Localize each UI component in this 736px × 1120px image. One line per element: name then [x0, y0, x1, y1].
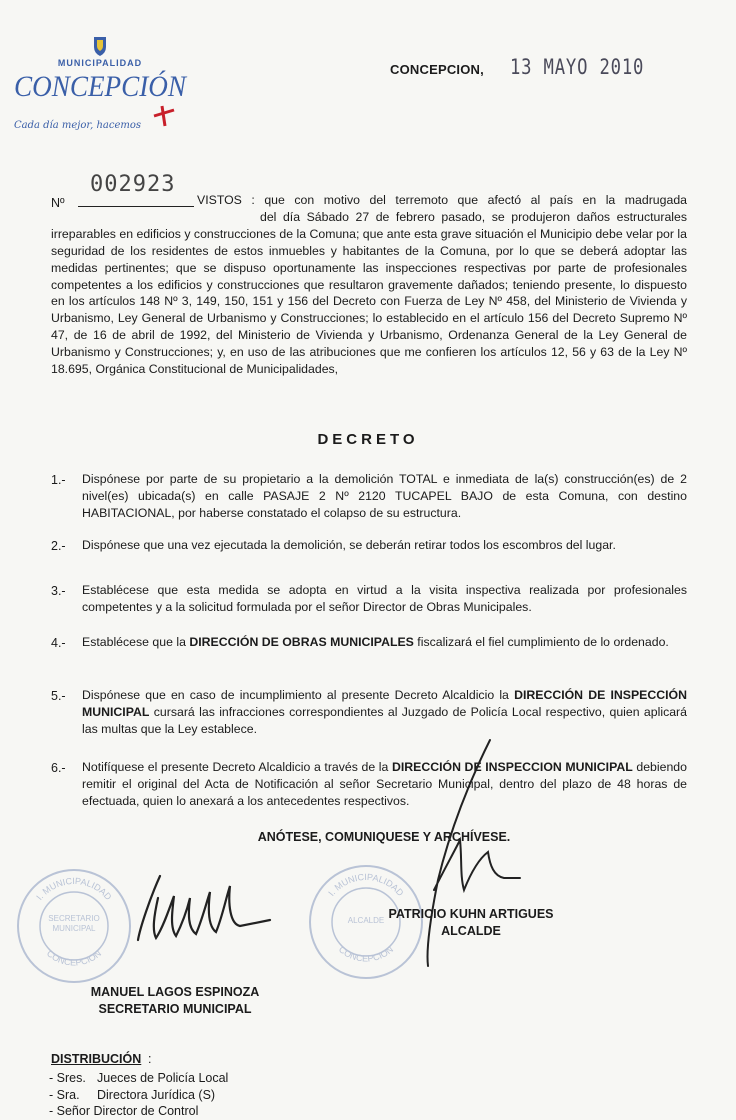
- distribution-line: - Sres. Jueces de Policía Local: [49, 1071, 229, 1085]
- svg-text:I. MUNICIPALIDAD: [326, 872, 406, 898]
- item-number: 3.-: [51, 584, 66, 598]
- item-number: 6.-: [51, 761, 66, 775]
- closing-formula: ANÓTESE, COMUNIQUESE Y ARCHÍVESE.: [257, 830, 511, 844]
- item-number: 1.-: [51, 473, 66, 487]
- municipality-logo: [8, 34, 193, 134]
- stamp-ring-bottom: CONCEPCION: [336, 944, 396, 964]
- item-text: Dispónese que una vez ejecutada la demolición, se deberán retirar todos los escombros del lugar.: [82, 538, 616, 552]
- cross-icon: [154, 106, 174, 126]
- stamp-center-text: SECRETARIO MUNICIPAL: [48, 914, 100, 933]
- distribution-colon: :: [148, 1052, 152, 1066]
- mayor-title: ALCALDE: [441, 924, 501, 938]
- stamp-ring-bottom: CONCEPCION: [44, 948, 104, 968]
- item-text: Notifíquese el presente Decreto Alcaldicio a través de la DIRECCIÓN DE INSPECCION MUNICIPAL debiendo remitir el original del Acta de Notificación al señor Secretario Municipal, dentro del plazo de 48 horas de efectuada, quien lo anexará a los antecedentes respectivos.: [82, 760, 687, 808]
- stamp-ring-top: I. MUNICIPALIDAD: [326, 871, 406, 898]
- item-text: Establécese que esta medida se adopta en virtud a la visita inspectiva realizada por profesionales competentes y a la solicitud formulada por el señor Director de Obras Municipales.: [82, 583, 687, 614]
- stamp-center-text: ALCALDE: [347, 916, 385, 925]
- item-bold: DIRECCIÓN DE OBRAS MUNICIPALES: [189, 635, 414, 649]
- logo-main-text: CONCEPCIÓN: [14, 70, 188, 103]
- distribution-line: - Señor Director de Control: [49, 1104, 199, 1118]
- secretary-stamp: [14, 866, 134, 986]
- secretary-signature: [130, 868, 280, 948]
- item-bold: DIRECCIÓN DE INSPECCION MUNICIPAL: [391, 760, 633, 774]
- decree-heading: DECRETO: [317, 431, 419, 448]
- item-text: Establécese que la DIRECCIÓN DE OBRAS MUNICIPALES fiscalizará el fiel cumplimiento de lo ordenado.: [82, 635, 669, 649]
- mayor-name: PATRICIO KUHN ARTIGUES: [388, 907, 554, 921]
- decree-number-label: Nº: [51, 196, 65, 210]
- svg-text:CONCEPCION: [45, 948, 103, 967]
- vistos-first-line: VISTOS : que con motivo del terremoto que afectó al país en la madrugada: [197, 193, 687, 207]
- logo-top-text: MUNICIPALIDAD: [57, 58, 143, 68]
- date-stamp: 13 MAYO 2010: [510, 55, 645, 79]
- item-number: 4.-: [51, 636, 66, 650]
- decree-number-value: 002923: [90, 172, 176, 197]
- vistos-paragraph: [51, 192, 687, 378]
- logo-slogan: Cada día mejor, hacemos: [14, 120, 142, 131]
- item-number: 5.-: [51, 689, 66, 703]
- svg-text:I. MUNICIPALIDAD: [34, 876, 114, 902]
- item-number: 2.-: [51, 539, 66, 553]
- stamp-ring-top: I. MUNICIPALIDAD: [34, 875, 114, 902]
- crest-icon: [94, 37, 106, 56]
- item-text: Dispónese que en caso de incumplimiento al presente Decreto Alcaldicio la DIRECCIÓN DE INSPECCIÓN MUNICIPAL cursará las infracciones correspondientes al Juzgado de Policía Local respectivo, quien aplicará las multas que la Ley establece.: [82, 688, 687, 736]
- city-label: CONCEPCION,: [390, 62, 484, 77]
- secretary-title: SECRETARIO MUNICIPAL: [98, 1002, 252, 1016]
- svg-text:CONCEPCION: [337, 944, 395, 963]
- vistos-body: del día Sábado 27 de febrero pasado, se produjeron daños estructurales irreparables en edificios y construcciones de la Comuna; que ante esta grave situación el Municipio debe velar por la seguridad de los residentes de estos inmuebles y habitantes de la Comuna, por lo que se deberá adoptar las medidas pertinentes; que se dispuso oportunamente las inspecciones respectivas por parte de profesionales competentes a los edificios y construcciones que resultaron gravemente dañados; teniendo presente, lo dispuesto en los artículos 148 Nº 3, 149, 150, 151 y 156 del Decreto con Fuerza de Ley Nº 458, del Ministerio de Vivienda y Urbanismo, Ley General de Urbanismo y Construcciones; lo establecido en el artículo 156 del Decreto Supremo Nº 47, de 16 de abril de 1992, del Ministerio de Vivienda y Urbanismo, Ordenanza General de la Ley General de Urbanismo y Construcciones; y, en uso de las atribuciones que me confieren los artículos 12, 56 y 63 de la Ley Nº 18.695, Orgánica Constitucional de Municipalidades,: [51, 209, 687, 377]
- mayor-signature-block: [376, 906, 566, 940]
- secretary-signature-block: [75, 984, 275, 1018]
- item-bold: DIRECCIÓN DE INSPECCIÓN MUNICIPAL: [82, 688, 687, 719]
- distribution-line: - Sra. Directora Jurídica (S): [49, 1088, 216, 1102]
- item-text: Dispónese por parte de su propietario a la demolición TOTAL e inmediata de la(s) construcción(es) de 2 nivel(es) ubicada(s) en calle PASAJE 2 Nº 2120 TUCAPEL BAJO de esta Comuna, con destino HABITACIONAL, por haberse constatado el colapso de su estructura.: [82, 472, 687, 520]
- secretary-name: MANUEL LAGOS ESPINOZA: [90, 985, 260, 999]
- distribution-title: DISTRIBUCIÓN: [51, 1052, 142, 1066]
